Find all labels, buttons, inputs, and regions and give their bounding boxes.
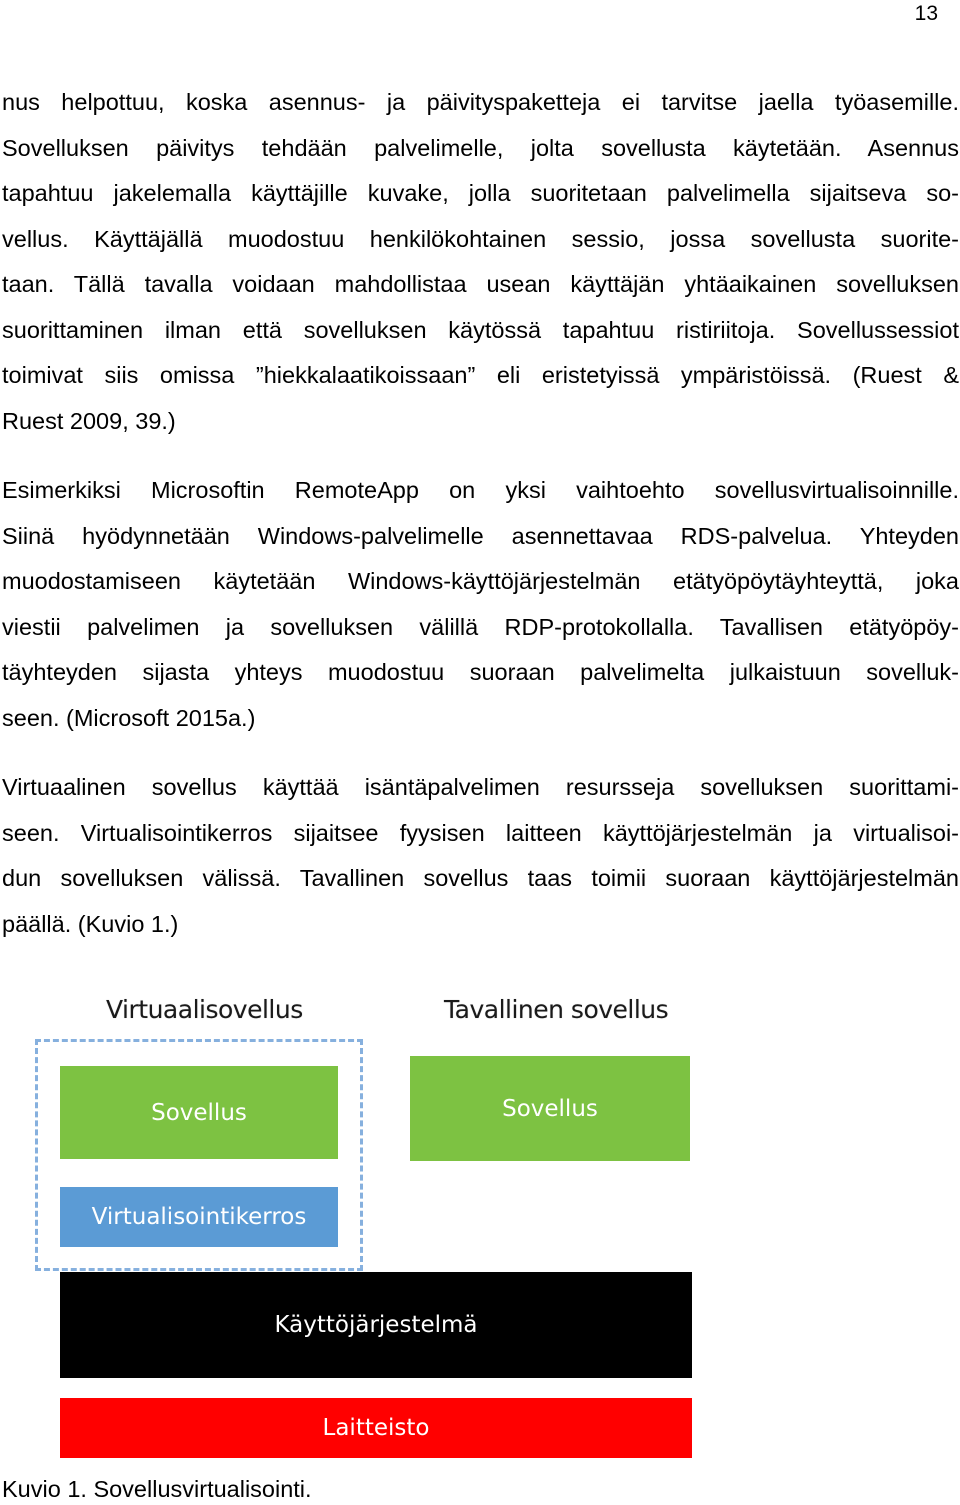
text-line: seen. (Microsoft 2015a.)	[2, 704, 256, 731]
text-line: Sovelluksen päivitys tehdään palvelimelle, jolta sovellusta käytetään. Asennus	[2, 134, 959, 161]
virtual-app-label: Sovellus	[151, 1099, 247, 1126]
text-line: päällä. (Kuvio 1.)	[2, 910, 179, 937]
text-line: viestii palvelimen ja sovelluksen välillä RDP-protokollalla. Tavallisen etätyöpöy-	[2, 613, 959, 640]
figure-caption: Kuvio 1. Sovellusvirtualisointi.	[2, 1476, 312, 1502]
text-line: muodostamiseen käytetään Windows-käyttöjärjestelmän etätyöpöytäyhteyttä, joka	[2, 568, 959, 594]
text-line: dun sovelluksen välissä. Tavallinen sovellus taas toimii suoraan käyttöjärjestelmän	[2, 865, 959, 891]
regular-app-title: Tavallinen sovellus	[444, 995, 669, 1024]
hardware-label: Laitteisto	[322, 1415, 430, 1441]
paragraph-3	[2, 765, 959, 947]
operating-system-label: Käyttöjärjestelmä	[274, 1312, 478, 1338]
virtual-app-block	[60, 1066, 338, 1159]
text-line: Esimerkiksi Microsoftin RemoteApp on yksi vaihtoehto sovellusvirtualisoinnille.	[2, 477, 959, 503]
text-line: suorittaminen ilman että sovelluksen käytössä tapahtuu ristiriitoja. Sovellussessiot	[2, 316, 959, 343]
hardware-block	[60, 1398, 692, 1458]
virtualization-layer-block	[60, 1187, 338, 1247]
regular-app-block	[410, 1056, 690, 1161]
text-line: Siinä hyödynnetään Windows-palvelimelle asennettavaa RDS-palvelua. Yhteyden	[2, 522, 959, 549]
operating-system-block	[60, 1272, 692, 1378]
text-line: taan. Tällä tavalla voidaan mahdollistaa usean käyttäjän yhtäaikainen sovelluksen	[2, 271, 959, 297]
virtual-app-title: Virtuaalisovellus	[106, 995, 303, 1024]
text-line: vellus. Käyttäjällä muodostuu henkilökohtainen sessio, jossa sovellusta suorite-	[2, 225, 959, 252]
paragraph-2	[2, 468, 959, 741]
page-number: 13	[914, 2, 938, 25]
text-line: täyhteyden sijasta yhteys muodostuu suoraan palvelimelta julkaistuun sovelluk-	[2, 659, 959, 685]
virtualization-figure	[0, 975, 960, 1475]
text-line: tapahtuu jakelemalla käyttäjille kuvake, jolla suoritetaan palvelimella sijaitseva so-	[2, 180, 959, 206]
text-line: toimivat siis omissa ”hiekkalaatikoissaan” eli eristetyissä ympäristöissä. (Ruest &	[2, 362, 959, 388]
text-line: nus helpottuu, koska asennus- ja päivityspaketteja ei tarvitse jaella työasemille.	[2, 89, 959, 115]
text-line: seen. Virtualisointikerros sijaitsee fyysisen laitteen käyttöjärjestelmän ja virtualisoi-	[2, 819, 959, 846]
virtualization-layer-label: Virtualisointikerros	[91, 1204, 307, 1230]
paragraph-1	[2, 80, 959, 444]
text-line: Virtuaalinen sovellus käyttää isäntäpalvelimen resursseja sovelluksen suorittami-	[2, 774, 959, 800]
regular-app-label: Sovellus	[502, 1095, 598, 1122]
text-line: Ruest 2009, 39.)	[2, 407, 176, 434]
